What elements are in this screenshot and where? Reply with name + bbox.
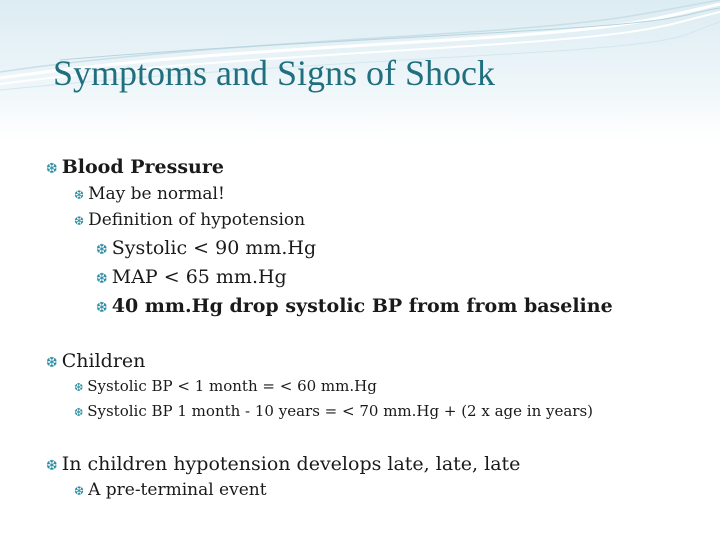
bullet-icon: ❆ (96, 300, 108, 316)
slide-title: Symptoms and Signs of Shock (53, 53, 496, 93)
bullet-systolic (96, 237, 316, 259)
bullet-map (96, 266, 287, 288)
bullet-text: Systolic BP < 1 month = < 60 mm.Hg (87, 377, 377, 395)
bullet-icon: ❆ (74, 406, 84, 419)
bullet-text: Blood Pressure (61, 156, 224, 178)
bullet-blood-pressure (46, 156, 224, 178)
bullet-children-line1 (74, 377, 377, 395)
bullet-text: Children (61, 350, 146, 372)
bullet-icon: ❆ (74, 214, 85, 228)
bullet-text: 40 mm.Hg drop systolic BP from from baseline (111, 295, 613, 317)
bullet-text: Systolic < 90 mm.Hg (111, 237, 317, 259)
bullet-text: Definition of hypotension (88, 210, 306, 230)
bullet-text: May be normal! (88, 184, 225, 204)
bullet-icon: ❆ (74, 188, 85, 202)
bullet-text: In children hypotension develops late, late, late (61, 453, 521, 475)
bullet-icon: ❆ (96, 242, 108, 258)
bullet-icon: ❆ (74, 484, 85, 498)
bullet-children (46, 350, 145, 372)
bullet-hypotension-late (46, 453, 520, 475)
bullet-40mmhg-drop (96, 295, 613, 317)
bullet-icon: ❆ (96, 271, 108, 287)
bullet-text: A pre-terminal event (88, 480, 267, 500)
bullet-pre-terminal (74, 480, 267, 500)
bullet-icon: ❆ (46, 355, 58, 371)
bullet-definition-hypotension (74, 210, 305, 230)
bullet-icon: ❆ (74, 381, 84, 394)
bullet-may-be-normal (74, 184, 225, 204)
bullet-icon: ❆ (46, 458, 58, 474)
bullet-icon: ❆ (46, 161, 58, 177)
bullet-text: MAP < 65 mm.Hg (111, 266, 287, 288)
bullet-text: Systolic BP 1 month - 10 years = < 70 mm.Hg + (2 x age in years) (87, 402, 594, 420)
bullet-children-line2 (74, 402, 593, 420)
